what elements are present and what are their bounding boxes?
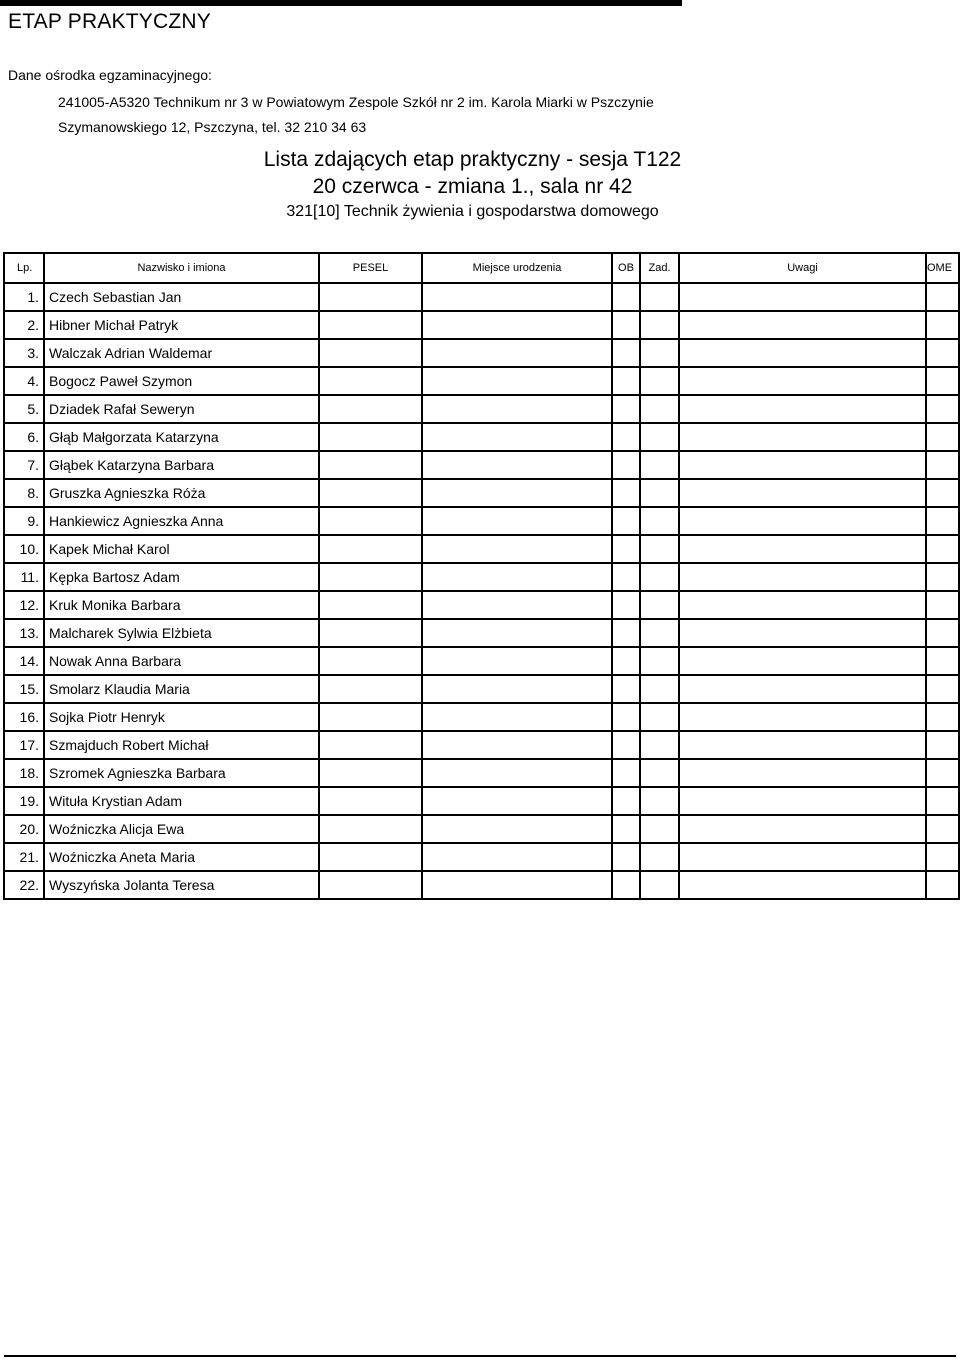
ob-cell [612,563,640,591]
row-number: 6. [4,423,44,451]
table-row [4,731,959,759]
birthplace-cell [422,619,612,647]
birthplace-cell [422,647,612,675]
pesel-cell [319,535,422,563]
table-row [4,675,959,703]
table-row [4,311,959,339]
zad-cell [640,507,679,535]
uwagi-cell [679,759,926,787]
row-number: 5. [4,395,44,423]
birthplace-cell [422,759,612,787]
zad-cell [640,619,679,647]
birthplace-cell [422,479,612,507]
zad-cell [640,871,679,899]
pesel-cell [319,871,422,899]
ob-cell [612,507,640,535]
row-number: 9. [4,507,44,535]
uwagi-cell [679,451,926,479]
ome-cell [926,367,959,395]
qualification-line: 321[10] Technik żywienia i gospodarstwa domowego [286,203,659,220]
col-header-zad: Zad. [640,253,679,283]
row-number: 21. [4,843,44,871]
pesel-cell [319,339,422,367]
table-row [4,647,959,675]
table-row [4,283,959,311]
pesel-cell [319,563,422,591]
candidates-table [3,252,960,900]
zad-cell [640,451,679,479]
col-header-birthplace: Miejsce urodzenia [422,253,612,283]
uwagi-cell [679,283,926,311]
birthplace-cell [422,843,612,871]
ob-cell [612,619,640,647]
col-header-name: Nazwisko i imiona [44,253,319,283]
row-number: 17. [4,731,44,759]
pesel-cell [319,619,422,647]
row-number: 19. [4,787,44,815]
uwagi-cell [679,507,926,535]
pesel-cell [319,647,422,675]
birthplace-cell [422,395,612,423]
zad-cell [640,843,679,871]
table-row [4,759,959,787]
list-title: Lista zdających etap praktyczny - sesja T122 [263,148,682,171]
table-row [4,507,959,535]
ob-cell [612,451,640,479]
ome-cell [926,843,959,871]
birthplace-cell [422,283,612,311]
ob-cell [612,339,640,367]
exam-center-label: Dane ośrodka egzaminacyjnego: [8,67,212,83]
birthplace-cell [422,367,612,395]
pesel-cell [319,395,422,423]
birthplace-cell [422,787,612,815]
birthplace-cell [422,871,612,899]
zad-cell [640,535,679,563]
exam-center-name: 241005-A5320 Technikum nr 3 w Powiatowym Zespole Szkół nr 2 im. Karola Miarki w Pszczynie [58,94,654,110]
zad-cell [640,339,679,367]
ome-cell [926,703,959,731]
uwagi-cell [679,815,926,843]
pesel-cell [319,367,422,395]
ob-cell [612,423,640,451]
candidate-name: Nowak Anna Barbara [44,647,319,675]
pesel-cell [319,591,422,619]
zad-cell [640,787,679,815]
col-header-ome: OME [926,253,959,283]
ome-cell [926,479,959,507]
candidate-name: Hibner Michał Patryk [44,311,319,339]
row-number: 10. [4,535,44,563]
uwagi-cell [679,703,926,731]
table-row [4,479,959,507]
exam-center-address: Szymanowskiego 12, Pszczyna, tel. 32 210 34 63 [58,119,367,135]
pesel-cell [319,283,422,311]
row-number: 11. [4,563,44,591]
birthplace-cell [422,507,612,535]
pesel-cell [319,787,422,815]
candidate-name: Woźniczka Aneta Maria [44,843,319,871]
candidate-name: Głąb Małgorzata Katarzyna [44,423,319,451]
candidate-name: Malcharek Sylwia Elżbieta [44,619,319,647]
pesel-cell [319,843,422,871]
ob-cell [612,787,640,815]
candidate-name: Hankiewicz Agnieszka Anna [44,507,319,535]
row-number: 22. [4,871,44,899]
birthplace-cell [422,451,612,479]
pesel-cell [319,731,422,759]
zad-cell [640,311,679,339]
col-header-lp: Lp. [4,253,44,283]
candidate-name: Kruk Monika Barbara [44,591,319,619]
birthplace-cell [422,339,612,367]
row-number: 1. [4,283,44,311]
col-header-ob: OB [612,253,640,283]
table-row [4,787,959,815]
ome-cell [926,311,959,339]
birthplace-cell [422,423,612,451]
ome-cell [926,675,959,703]
zad-cell [640,367,679,395]
candidate-name: Kępka Bartosz Adam [44,563,319,591]
uwagi-cell [679,339,926,367]
table-body [4,283,959,899]
uwagi-cell [679,563,926,591]
uwagi-cell [679,619,926,647]
uwagi-cell [679,535,926,563]
uwagi-cell [679,675,926,703]
candidate-name: Bogocz Paweł Szymon [44,367,319,395]
birthplace-cell [422,311,612,339]
zad-cell [640,283,679,311]
birthplace-cell [422,563,612,591]
zad-cell [640,759,679,787]
ob-cell [612,675,640,703]
row-number: 13. [4,619,44,647]
ome-cell [926,395,959,423]
row-number: 16. [4,703,44,731]
uwagi-cell [679,647,926,675]
row-number: 20. [4,815,44,843]
zad-cell [640,647,679,675]
bottom-rule [4,1355,956,1357]
ome-cell [926,787,959,815]
row-number: 15. [4,675,44,703]
zad-cell [640,591,679,619]
candidate-name: Czech Sebastian Jan [44,283,319,311]
table-header-row [4,253,959,283]
birthplace-cell [422,703,612,731]
ob-cell [612,703,640,731]
pesel-cell [319,311,422,339]
table-row [4,535,959,563]
ob-cell [612,535,640,563]
ob-cell [612,367,640,395]
table-row [4,451,959,479]
pesel-cell [319,675,422,703]
pesel-cell [319,759,422,787]
uwagi-cell [679,311,926,339]
uwagi-cell [679,731,926,759]
col-header-pesel: PESEL [319,253,422,283]
col-header-uwagi: Uwagi [679,253,926,283]
row-number: 3. [4,339,44,367]
table-row [4,367,959,395]
candidate-name: Smolarz Klaudia Maria [44,675,319,703]
table-row [4,423,959,451]
candidate-name: Gruszka Agnieszka Róża [44,479,319,507]
table-row [4,339,959,367]
uwagi-cell [679,591,926,619]
table-row [4,563,959,591]
row-number: 7. [4,451,44,479]
table-row [4,871,959,899]
ome-cell [926,423,959,451]
pesel-cell [319,815,422,843]
candidate-name: Wyszyńska Jolanta Teresa [44,871,319,899]
zad-cell [640,563,679,591]
ome-cell [926,507,959,535]
ob-cell [612,731,640,759]
ome-cell [926,535,959,563]
ome-cell [926,283,959,311]
ob-cell [612,647,640,675]
ome-cell [926,563,959,591]
table-row [4,703,959,731]
zad-cell [640,703,679,731]
pesel-cell [319,451,422,479]
candidate-name: Sojka Piotr Henryk [44,703,319,731]
pesel-cell [319,423,422,451]
pesel-cell [319,479,422,507]
uwagi-cell [679,367,926,395]
birthplace-cell [422,591,612,619]
ome-cell [926,731,959,759]
pesel-cell [319,703,422,731]
uwagi-cell [679,423,926,451]
row-number: 18. [4,759,44,787]
candidate-name: Szromek Agnieszka Barbara [44,759,319,787]
ob-cell [612,283,640,311]
ome-cell [926,759,959,787]
row-number: 12. [4,591,44,619]
zad-cell [640,395,679,423]
table-row [4,815,959,843]
uwagi-cell [679,871,926,899]
zad-cell [640,731,679,759]
candidate-name: Kapek Michał Karol [44,535,319,563]
uwagi-cell [679,479,926,507]
candidate-name: Dziadek Rafał Seweryn [44,395,319,423]
zad-cell [640,675,679,703]
ome-cell [926,619,959,647]
zad-cell [640,815,679,843]
row-number: 4. [4,367,44,395]
ob-cell [612,871,640,899]
uwagi-cell [679,787,926,815]
ob-cell [612,759,640,787]
ome-cell [926,591,959,619]
candidate-name: Woźniczka Alicja Ewa [44,815,319,843]
candidate-name: Walczak Adrian Waldemar [44,339,319,367]
zad-cell [640,423,679,451]
ob-cell [612,311,640,339]
birthplace-cell [422,815,612,843]
ob-cell [612,591,640,619]
birthplace-cell [422,535,612,563]
candidate-name: Głąbek Katarzyna Barbara [44,451,319,479]
birthplace-cell [422,731,612,759]
ob-cell [612,815,640,843]
candidate-name: Szmajduch Robert Michał [44,731,319,759]
ob-cell [612,843,640,871]
ob-cell [612,479,640,507]
row-number: 8. [4,479,44,507]
pesel-cell [319,507,422,535]
top-rule [0,0,682,6]
document-title: ETAP PRAKTYCZNY [8,10,211,33]
row-number: 2. [4,311,44,339]
ob-cell [612,395,640,423]
ome-cell [926,451,959,479]
date-room-line: 20 czerwca - zmiana 1., sala nr 42 [312,175,633,198]
uwagi-cell [679,843,926,871]
ome-cell [926,647,959,675]
candidate-name: Wituła Krystian Adam [44,787,319,815]
zad-cell [640,479,679,507]
ome-cell [926,815,959,843]
table-row [4,843,959,871]
row-number: 14. [4,647,44,675]
ome-cell [926,339,959,367]
birthplace-cell [422,675,612,703]
table-row [4,395,959,423]
ome-cell [926,871,959,899]
table-row [4,591,959,619]
uwagi-cell [679,395,926,423]
table-row [4,619,959,647]
